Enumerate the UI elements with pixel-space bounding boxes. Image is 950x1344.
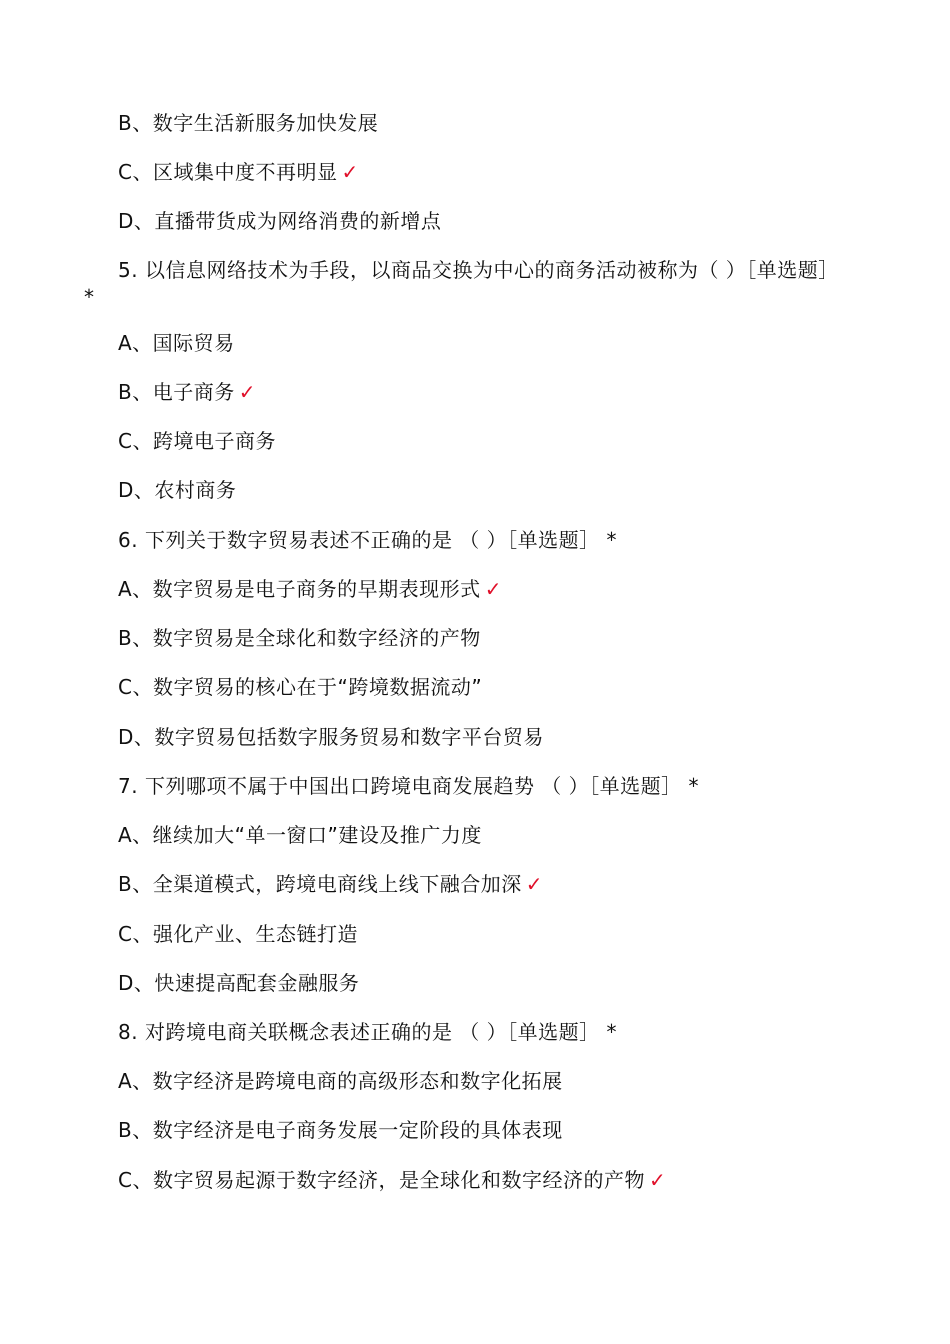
option-label: D、农村商务 <box>118 478 237 502</box>
option-label: C、区域集中度不再明显 <box>118 160 338 184</box>
option-line <box>118 872 543 896</box>
question-label: 6. 下列关于数字贸易表述不正确的是 （ ）［单选题］ * <box>118 528 618 552</box>
option-line <box>118 675 482 699</box>
option-label: A、继续加大“单一窗口”建设及推广力度 <box>118 823 482 847</box>
option-line <box>118 971 359 995</box>
question-text <box>118 258 839 282</box>
option-label: D、直播带货成为网络消费的新增点 <box>118 209 442 233</box>
check-icon: ✓ <box>648 1168 667 1192</box>
question-text <box>118 1020 617 1044</box>
option-line <box>118 331 235 355</box>
question-text <box>118 774 699 798</box>
option-line <box>118 577 502 601</box>
option-line <box>118 1168 666 1192</box>
option-label: B、数字生活新服务加快发展 <box>118 111 379 135</box>
question-label: 8. 对跨境电商关联概念表述正确的是 （ ）［单选题］ * <box>118 1020 618 1044</box>
option-label: B、全渠道模式，跨境电商线上线下融合加深 <box>118 872 522 896</box>
option-line <box>118 478 236 502</box>
option-line <box>118 823 482 847</box>
option-label: A、数字经济是跨境电商的高级形态和数字化拓展 <box>118 1069 563 1093</box>
check-icon: ✓ <box>341 160 359 184</box>
check-icon: ✓ <box>525 872 543 896</box>
option-label: B、数字经济是电子商务发展一定阶段的具体表现 <box>118 1118 563 1142</box>
option-line <box>118 1069 563 1093</box>
option-label: A、数字贸易是电子商务的早期表现形式 <box>118 577 481 601</box>
option-label: C、跨境电子商务 <box>118 429 276 453</box>
option-line <box>118 429 276 453</box>
option-line <box>118 209 441 233</box>
option-line <box>118 111 378 135</box>
option-label: C、数字贸易的核心在于“跨境数据流动” <box>118 675 483 699</box>
question-label: 5. 以信息网络技术为手段，以商品交换为中心的商务活动被称为（ ）［单选题］ <box>118 258 839 282</box>
option-line <box>118 380 256 404</box>
option-line <box>118 922 358 946</box>
option-label: C、强化产业、生态链打造 <box>118 922 358 946</box>
option-line <box>118 626 481 650</box>
option-label: C、数字贸易起源于数字经济，是全球化和数字经济的产物 <box>118 1168 645 1192</box>
question-text <box>118 528 617 552</box>
option-line <box>118 160 359 184</box>
option-label: A、国际贸易 <box>118 331 235 355</box>
option-label: B、电子商务 <box>118 380 235 404</box>
required-star: * <box>84 285 95 309</box>
option-label: B、数字贸易是全球化和数字经济的产物 <box>118 626 481 650</box>
check-icon: ✓ <box>484 577 502 601</box>
option-line <box>118 725 544 749</box>
option-label: D、数字贸易包括数字服务贸易和数字平台贸易 <box>118 725 544 749</box>
option-line <box>118 1118 563 1142</box>
option-label: D、快速提高配套金融服务 <box>118 971 360 995</box>
question-label: 7. 下列哪项不属于中国出口跨境电商发展趋势 （ ）［单选题］ * <box>118 774 700 798</box>
check-icon: ✓ <box>238 380 256 404</box>
